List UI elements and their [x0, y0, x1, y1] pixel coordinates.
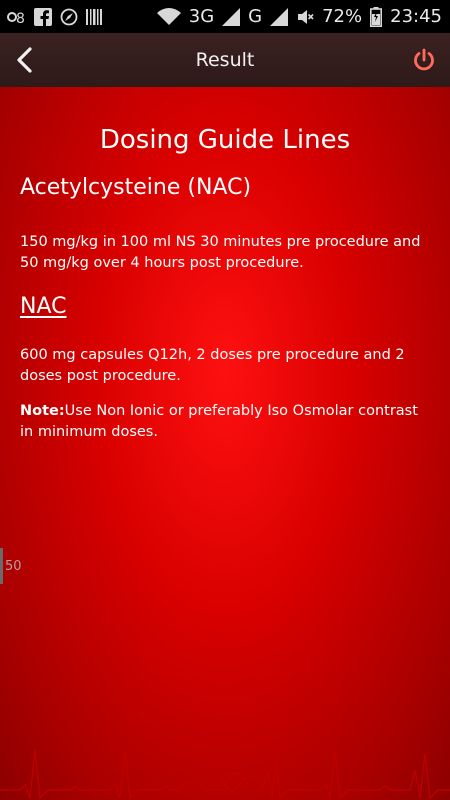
compass-icon: [60, 8, 78, 26]
page-title: Result: [195, 49, 255, 71]
signal-strength-icon: [222, 8, 240, 26]
clock: 23:45: [390, 6, 442, 27]
barcode-icon: [86, 8, 102, 26]
side-drawer-tab[interactable]: [0, 548, 24, 584]
wifi-icon: [157, 8, 181, 26]
facebook-icon: [34, 8, 52, 26]
oral-dosing-text: 600 mg capsules Q12h, 2 doses pre procedure and 2 doses post procedure.: [20, 347, 405, 384]
side-tab-bar: [0, 548, 3, 584]
status-left: [6, 8, 102, 26]
battery-icon: [370, 7, 382, 27]
result-content: [0, 87, 450, 800]
dosing-heading: Dosing Guide Lines: [99, 125, 351, 155]
back-button[interactable]: [6, 40, 44, 80]
signal-strength-2-icon: [270, 8, 288, 26]
note-label: Note:: [20, 403, 65, 419]
status-bar: [0, 0, 450, 33]
nac-link[interactable]: NAC: [20, 294, 67, 319]
network-3g-label: 3G: [188, 6, 215, 27]
power-button[interactable]: [406, 42, 442, 78]
network-g-label: G: [248, 6, 263, 27]
drug-subheading: Acetylcysteine (NAC): [20, 175, 252, 200]
note-body: Use Non Ionic or preferably Iso Osmolar contrast in minimum doses.: [20, 403, 418, 440]
iv-dosing-text: 150 mg/kg in 100 ml NS 30 minutes pre procedure and 50 mg/kg over 4 hours post procedure.: [20, 234, 421, 271]
notification-count: 8: [16, 10, 25, 26]
mute-icon: [296, 8, 314, 26]
chevron-left-icon: [15, 47, 35, 73]
side-tab-value: 50: [5, 558, 22, 574]
power-icon: [412, 48, 436, 72]
battery-percent: 72%: [322, 6, 363, 27]
status-right: [157, 6, 442, 27]
notification-icon: [6, 8, 26, 26]
app-bar: [0, 33, 450, 87]
note-text: [20, 401, 432, 443]
ecg-line-decoration: [0, 740, 450, 800]
